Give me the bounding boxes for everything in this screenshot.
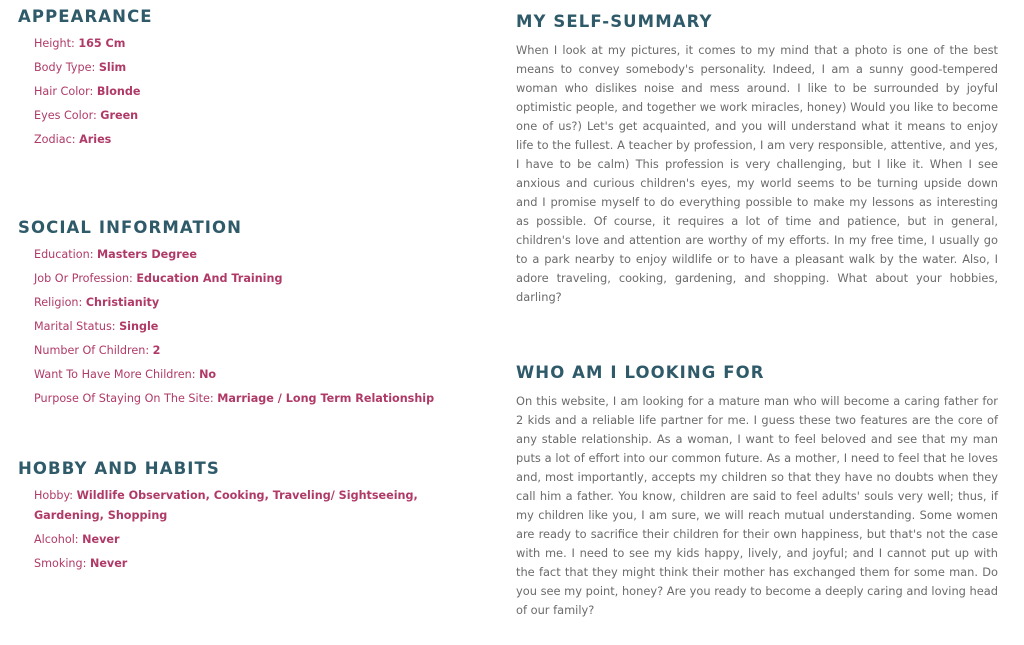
looking-for-section: [516, 362, 998, 620]
self-summary-section: [516, 11, 998, 307]
attribute-education: [34, 245, 488, 265]
attribute-marital-status: [34, 317, 488, 337]
attribute-value: Christianity: [85, 296, 160, 309]
attribute-smoking: [34, 554, 488, 574]
attribute-label: Hair Color:: [34, 85, 97, 98]
attribute-label: Body Type:: [34, 61, 99, 74]
hobby-and-habits-section: [18, 458, 488, 578]
attribute-value: Blonde: [96, 85, 141, 98]
attribute-want-more-children: [34, 365, 488, 385]
attribute-eyes-color: [34, 106, 153, 126]
attribute-value: Masters Degree: [97, 248, 197, 261]
attribute-value: Green: [100, 109, 139, 122]
attribute-label: Hobby:: [34, 489, 77, 502]
social-information-heading: SOCIAL INFORMATION: [18, 218, 243, 237]
appearance-heading: APPEARANCE: [18, 7, 153, 26]
attribute-alcohol: [34, 530, 488, 550]
attribute-value: Slim: [98, 61, 127, 74]
attribute-value: Aries: [79, 133, 112, 146]
attribute-label: Eyes Color:: [34, 109, 101, 122]
attribute-hair-color: [34, 82, 153, 102]
attribute-label: Religion:: [34, 296, 86, 309]
social-information-list: [34, 245, 488, 409]
attribute-hobby: [34, 486, 488, 526]
attribute-value: Wildlife Observation, Cooking, Traveling/ Sightseeing, Gardening, Shopping: [34, 489, 418, 522]
attribute-label: Marital Status:: [34, 320, 120, 333]
attribute-label: Want To Have More Children:: [34, 368, 200, 381]
attribute-value: Never: [89, 557, 128, 570]
attribute-label: Number Of Children:: [34, 344, 153, 357]
attribute-body-type: [34, 58, 153, 78]
social-information-section: [18, 217, 488, 413]
attribute-label: Job Or Profession:: [34, 272, 137, 285]
attribute-label: Zodiac:: [34, 133, 80, 146]
appearance-list: [34, 34, 153, 150]
attribute-value: 2: [152, 344, 161, 357]
attribute-label: Purpose Of Staying On The Site:: [34, 392, 218, 405]
attribute-label: Alcohol:: [34, 533, 83, 546]
attribute-value: Marriage / Long Term Relationship: [217, 392, 435, 405]
attribute-job: [34, 269, 488, 289]
attribute-zodiac: [34, 130, 153, 150]
attribute-value: 165 Cm: [78, 37, 126, 50]
attribute-label: Education:: [34, 248, 98, 261]
looking-for-text: On this website, I am looking for a mature man who will become a caring father for 2 kids and a reliable life partner for me. I guess these two features are the core of any stable relationship. As a woman, I want to feel beloved and see that my man puts a lot of effort into our common future. As a mother, I need to feel that he loves and, most importantly, accepts my children so that they have no doubts when they call him a father. You know, children are said to feel adults' souls very well; thus, if my children like you, I am sure, we will reach mutual understanding. Some women are ready to sacrifice their children for their own happiness, but that's not the case with me. I need to see my kids happy, lively, and joyful; and I cannot put up with the fact that they might think their mother has exchanged them for some man. Do you see my point, honey? Are you ready to become a deeply caring and loving head of our family?: [516, 394, 998, 617]
attribute-value: Education And Training: [136, 272, 283, 285]
looking-for-heading: WHO AM I LOOKING FOR: [516, 363, 765, 382]
attribute-value: Never: [82, 533, 120, 546]
attribute-value: Single: [119, 320, 159, 333]
self-summary-heading: MY SELF-SUMMARY: [516, 12, 713, 31]
hobby-and-habits-heading: HOBBY AND HABITS: [18, 459, 220, 478]
attribute-number-of-children: [34, 341, 488, 361]
attribute-label: Height:: [34, 37, 79, 50]
attribute-label: Smoking:: [34, 557, 90, 570]
appearance-section: [18, 6, 153, 154]
attribute-religion: [34, 293, 488, 313]
hobby-and-habits-list: [34, 486, 488, 574]
attribute-height: [34, 34, 153, 54]
attribute-purpose: [34, 389, 488, 409]
attribute-value: No: [199, 368, 217, 381]
self-summary-text: When I look at my pictures, it comes to my mind that a photo is one of the best means to convey somebody's personality. Indeed, I am a sunny good-tempered woman who dislikes noise and mess around. I like to be surrounded by joyful optimistic people, and together we work miracles, honey) Would you like to become one of us?) Let's get acquainted, and you will understand what it means to enjoy life to the fullest. A teacher by profession, I am very responsible, attentive, and yes, I have to be calm) This profession is very challenging, but I like it. When I see anxious and curious children's eyes, my world seems to be turning upside down and I promise myself to do everything possible to make my lessons as interesting as possible. Of course, it requires a lot of time and patience, but in general, children's love and attention are worthy of my efforts. In my free time, I usually go to a park nearby to enjoy wildlife or to have a pleasant walk by the water. Also, I adore traveling, cooking, gardening, and shopping. What about your hobbies, darling?: [516, 43, 998, 304]
